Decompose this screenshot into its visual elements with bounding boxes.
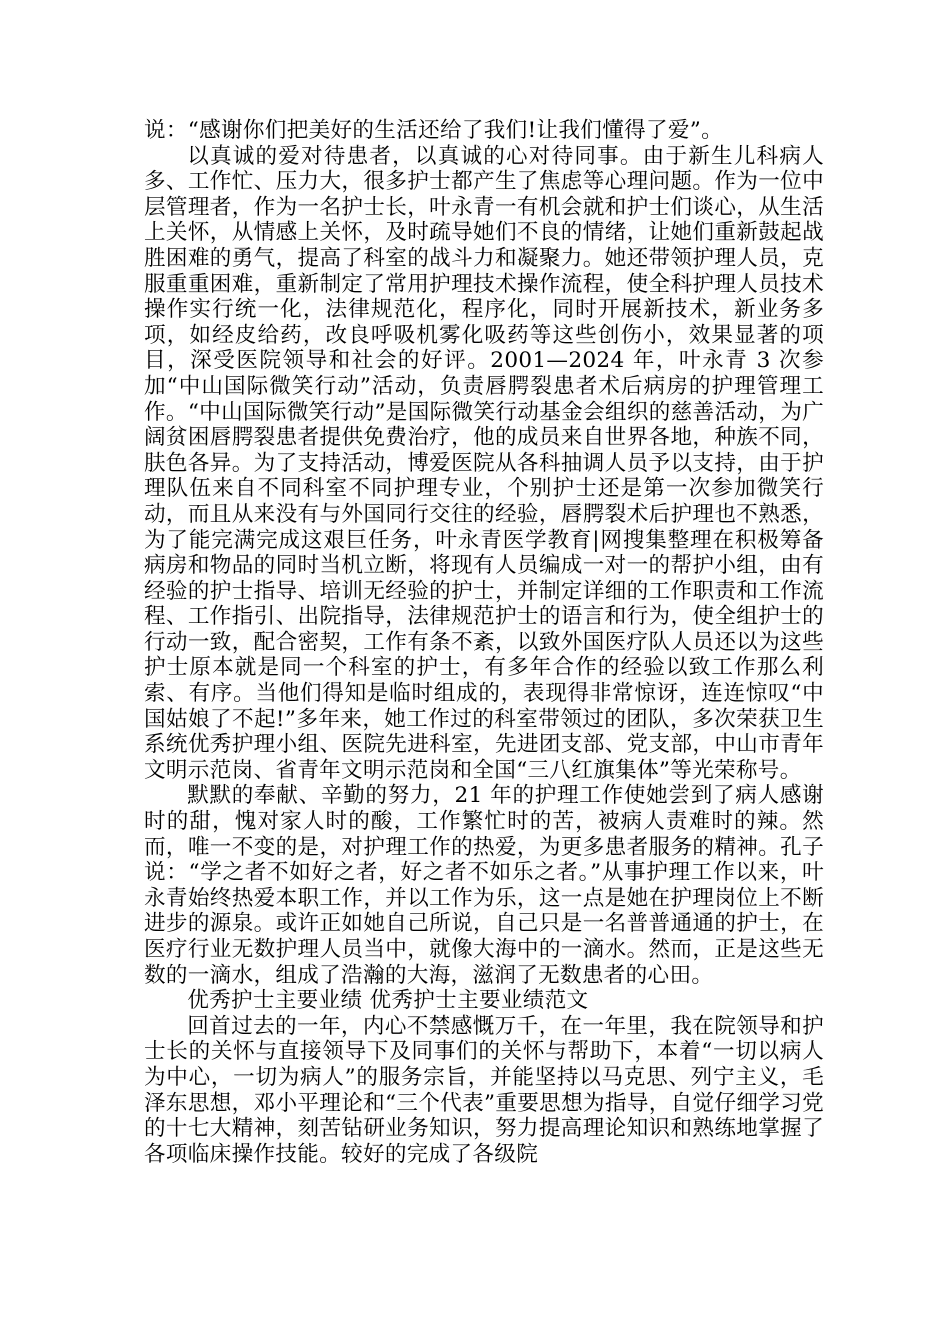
paragraph-opening-quote: 说：“感谢你们把美好的生活还给了我们!让我们懂得了爱”。 xyxy=(144,118,724,143)
document-page xyxy=(144,118,824,1167)
paragraph-annual-review: 回首过去的一年，内心不禁感慨万千，在一年里，我在院领导和护士长的关怀与直接领导下及同事们的关怀与帮助下，本着“一切以病人为中心，一切为病人”的服务宗旨，并能坚持以马克思、列宁主义，毛泽东思想，邓小平理论和“三个代表”重要思想为指导，自觉仔细学习党的十七大精神，刻苦钻研业务知识，努力提高理论知识和熟练地掌握了各项临床操作技能。较好的完成了各级院 xyxy=(144,1013,824,1167)
paragraph-dedication: 默默的奉献、辛勤的努力，21 年的护理工作使她尝到了病人感谢时的甜，愧对家人时的酸，工作繁忙时的苦，被病人责难时的辣。然而，唯一不变的是，对护理工作的热爱，为更多患者服务的精神。孔子说：“学之者不如好之者，好之者不如乐之者。”从事护理工作以来，叶永青始终热爱本职工作，并以工作为乐，这一点是她在护理岗位上不断进步的源泉。或许正如她自己所说，自己只是一名普普通通的护士，在医疗行业无数护理人员当中，就像大海中的一滴水。然而，正是这些无数的一滴水，组成了浩瀚的大海，滋润了无数患者的心田。 xyxy=(144,783,824,988)
paragraph-care-management: 以真诚的爱对待患者，以真诚的心对待同事。由于新生儿科病人多、工作忙、压力大，很多护士都产生了焦虑等心理问题。作为一位中层管理者，作为一名护士长，叶永青一有机会就和护士们谈心，从生活上关怀，从情感上关怀，及时疏导她们不良的情绪，让她们重新鼓起战胜困难的勇气，提高了科室的战斗力和凝聚力。她还带领护理人员，克服重重困难，重新制定了常用护理技术操作流程，使全科护理人员技术操作实行统一化，法律规范化，程序化，同时开展新技术，新业务多项，如经皮给药，改良呼吸机雾化吸药等这些创伤小，效果显著的项目，深受医院领导和社会的好评。2001—2024 年，叶永青 3 次参加“中山国际微笑行动”活动，负责唇腭裂患者术后病房的护理管理工作。“中山国际微笑行动”是国际微笑行动基金会组织的慈善活动，为广阔贫困唇腭裂患者提供免费治疗，他的成员来自世界各地，种族不同，肤色各异。为了支持活动，博爱医院从各科抽调人员予以支持，由于护理队伍来自不同科室不同护理专业，个别护士还是第一次参加微笑行动，而且从来没有与外国同行交往的经验，唇腭裂术后护理也不熟悉，为了能完满完成这艰巨任务，叶永青医学教育|网搜集整理在积极筹备病房和物品的同时当机立断，将现有人员编成一对一的帮护小组，由有经验的护士指导、培训无经验的护士，并制定详细的工作职责和工作流程、工作指引、出院指导，法律规范护士的语言和行为，使全组护士的行动一致，配合密契，工作有条不紊，以致外国医疗队人员还以为这些护士原本就是同一个科室的护士，有多年合作的经验以致工作那么利索、有序。当他们得知是临时组成的，表现得非常惊讶，连连惊叹“中国姑娘了不起!”多年来，她工作过的科室带领过的团队，多次荣获卫生系统优秀护理小组、医院先进科室，先进团支部、党支部，中山市青年文明示范岗、省青年文明示范岗和全国“三八红旗集体”等光荣称号。 xyxy=(144,143,824,783)
section-title: 优秀护士主要业绩 优秀护士主要业绩范文 xyxy=(187,988,589,1014)
